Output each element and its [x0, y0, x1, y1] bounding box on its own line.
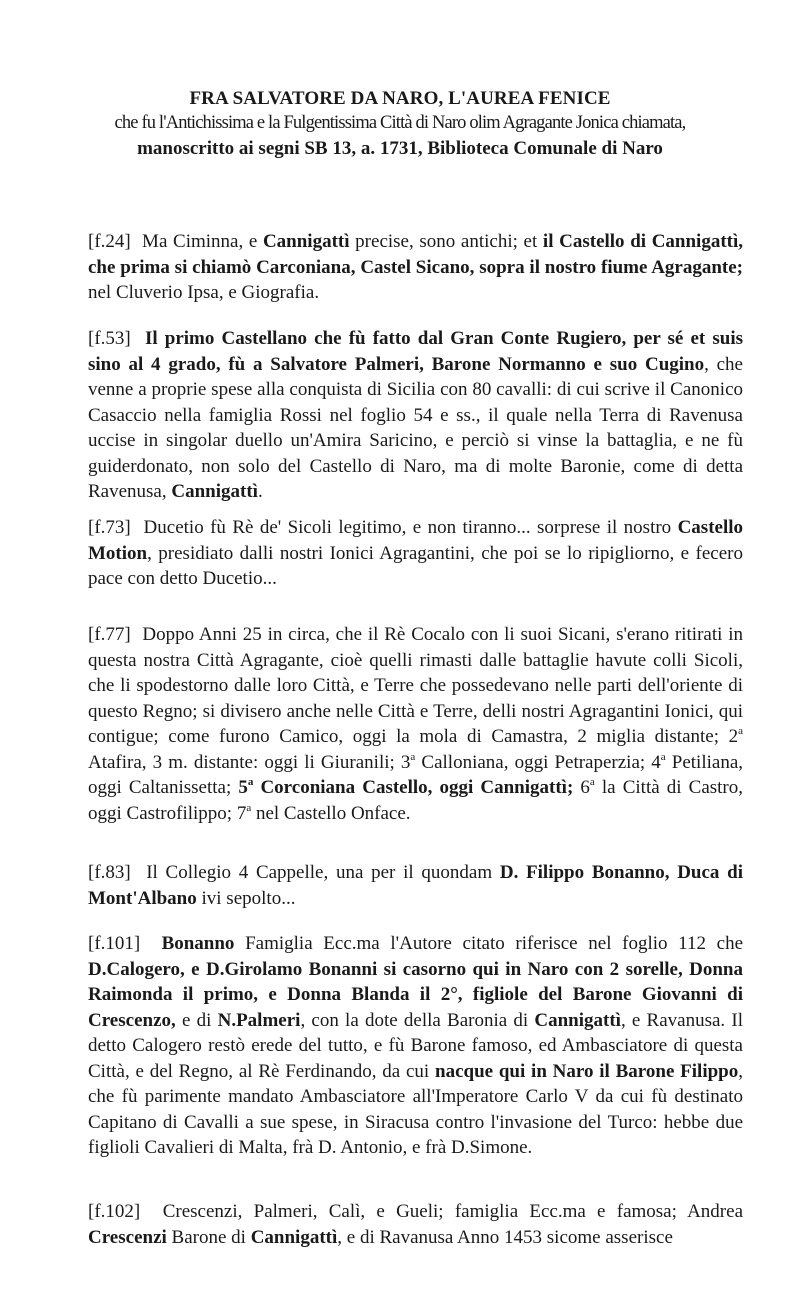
text-segment: nel Castello Onface. [251, 802, 411, 824]
document-subtitle: che fu l'Antichissima e la Fulgentissima Città di Naro olim Agragante Jonica chiamata, [114, 113, 686, 133]
bold-text-segment: Crescenzi [88, 1226, 167, 1248]
text-segment: Doppo Anni 25 in circa, che il Rè Cocalo con li suoi Sicani, s'erano ritirati in questa nostra Città Agragante, cioè quelli rimasti dalle battaglie havute colli Sicoli, che li spodestorno dalle loro Città, e Terre che possedevano nelle parti dell'oriente di questo Regno; si divisero anche nelle Città e Terre, delli nostri Agragantini Ionici, qui contigue; come furono Camico, oggi la mola di Camastra, 2 miglia distante; 2 [88, 624, 743, 747]
ordinal-superscript: a [410, 750, 416, 763]
entry-f53 [88, 326, 743, 505]
bold-text-segment: D.Calogero, e D.Girolamo Bonanni si casorno qui in Naro con 2 sorelle, Donna Raimonda il primo, e Donna Blanda il 2°, figliole del Barone Giovanni di Crescenzo, [88, 958, 743, 1031]
entry-f101 [88, 931, 743, 1161]
bold-text-segment: Cannigattì [262, 231, 350, 252]
bold-text-segment: il Castello di Cannigattì, che prima si chiamò Carconiana, Castel Sicano, sopra il nostro fiume Agragante; [88, 231, 744, 278]
text-segment: la Città di Castro, oggi Castrofilippo; 7 [88, 777, 744, 824]
text-segment: Crescenzi, Palmeri, Calì, e Gueli; famiglia Ecc.ma e famosa; Andrea [162, 1201, 743, 1222]
entry-f102 [88, 1199, 743, 1250]
text-segment: ivi sepolto... [196, 887, 296, 909]
bold-text-segment: Cannigattì [534, 1009, 621, 1031]
bold-text-segment: Bonanno [161, 933, 235, 954]
bold-text-segment: 5 [238, 777, 248, 798]
bold-text-segment: N.Palmeri [217, 1009, 301, 1031]
bold-text-segment: Cannigattì [171, 481, 258, 502]
entry-f73 [88, 515, 743, 592]
folio-reference: [f.83] [88, 862, 131, 883]
folio-reference: [f.24] [88, 231, 131, 252]
bold-text-segment: D. Filippo Bonanno, Duca di Mont'Albano [88, 862, 744, 909]
ordinal-superscript: a [247, 776, 254, 788]
text-segment: . [257, 481, 263, 502]
text-segment: nel Cluverio Ipsa, e Giografia. [88, 282, 320, 303]
text-segment: Barone di [166, 1226, 251, 1248]
entry-f83 [88, 860, 743, 911]
text-segment: , e Ravanusa. Il detto Calogero restò erede del tutto, e fù Barone famoso, ed Ambasciatore di questa Città, e del Regno, al Rè Ferdinando, da cui [88, 1009, 743, 1082]
folio-reference: [f.77] [88, 624, 131, 645]
ordinal-superscript: a [660, 750, 666, 763]
entry-f77 [88, 622, 743, 826]
text-segment: Calloniana, oggi Petraperzia; 4 [415, 751, 661, 773]
entry-f24 [88, 229, 743, 306]
text-segment: Petiliana, oggi Caltanissetta; [88, 751, 744, 798]
folio-reference: [f.102] [88, 1201, 141, 1222]
folio-reference: [f.53] [88, 328, 131, 349]
manuscript-reference: manoscritto ai segni SB 13, a. 1731, Biblioteca Comunale di Naro [137, 138, 663, 159]
text-segment: precise, sono antichi; et [349, 231, 543, 252]
text-segment: e di [175, 1009, 218, 1031]
bold-text-segment: Corconiana Castello, oggi Cannigattì; [253, 777, 574, 798]
text-segment: Atafira, 3 m. distante: oggi li Giuranili; 3 [88, 751, 411, 773]
bold-text-segment: Castello Motion [88, 517, 744, 564]
text-segment: Il Collegio 4 Cappelle, una per il quondam [146, 862, 500, 883]
text-segment: Ma Ciminna, e [142, 231, 263, 252]
text-segment: , che venne a proprie spese alla conquista di Sicilia con 80 cavalli: di cui scrive il Canonico Casaccio nella famiglia Rossi nel foglio 54 e ss., il quale nella Terra di Ravenusa uccise in singolar duello un'Amira Saricino, e perciò si vinse la battaglia, e ne fù guiderdonato, non solo del Castello di Naro, ma di molte Baronie, come di detta Ravenusa, [88, 353, 743, 502]
folio-reference: [f.101] [88, 933, 141, 954]
bold-text-segment: Cannigattì [250, 1226, 338, 1248]
text-segment: , e di Ravanusa Anno 1453 sicome asserisce [337, 1226, 673, 1248]
bold-text-segment: Il primo Castellano che fù fatto dal Gran Conte Rugiero, per sé et suis sino al 4 grado, fù a Salvatore Palmeri, Barone Normanno e suo Cugino [88, 328, 743, 375]
document-title: FRA SALVATORE DA NARO, L'AUREA FENICE [189, 88, 611, 109]
ordinal-superscript: a [246, 801, 252, 814]
text-segment: Famiglia Ecc.ma l'Autore citato riferisce nel foglio 112 che [234, 933, 744, 954]
ordinal-superscript: a [589, 776, 595, 788]
text-segment: , presidiato dalli nostri Ionici Agragantini, che poi se lo ripigliorno, e fecero pace con detto Ducetio... [88, 542, 743, 589]
ordinal-superscript: a [738, 725, 743, 737]
folio-reference: [f.73] [88, 517, 131, 538]
bold-text-segment: nacque qui in Naro il Barone Filippo [435, 1060, 739, 1082]
text-segment: Ducetio fù Rè de' Sicoli legitimo, e non tiranno... sorprese il nostro [143, 517, 678, 538]
text-segment: , con la dote della Baronia di [300, 1009, 535, 1031]
text-segment: , che fù parimente mandato Ambasciatore all'Imperatore Carlo V da cui fù destinato Capitano di Cavalli a sue spese, in Siracusa contro l'invasione del Turco: hebbe due figlioli Cavalieri di Malta, frà D. Antonio, e frà D.Simone. [88, 1060, 743, 1158]
text-segment: 6 [573, 777, 590, 798]
